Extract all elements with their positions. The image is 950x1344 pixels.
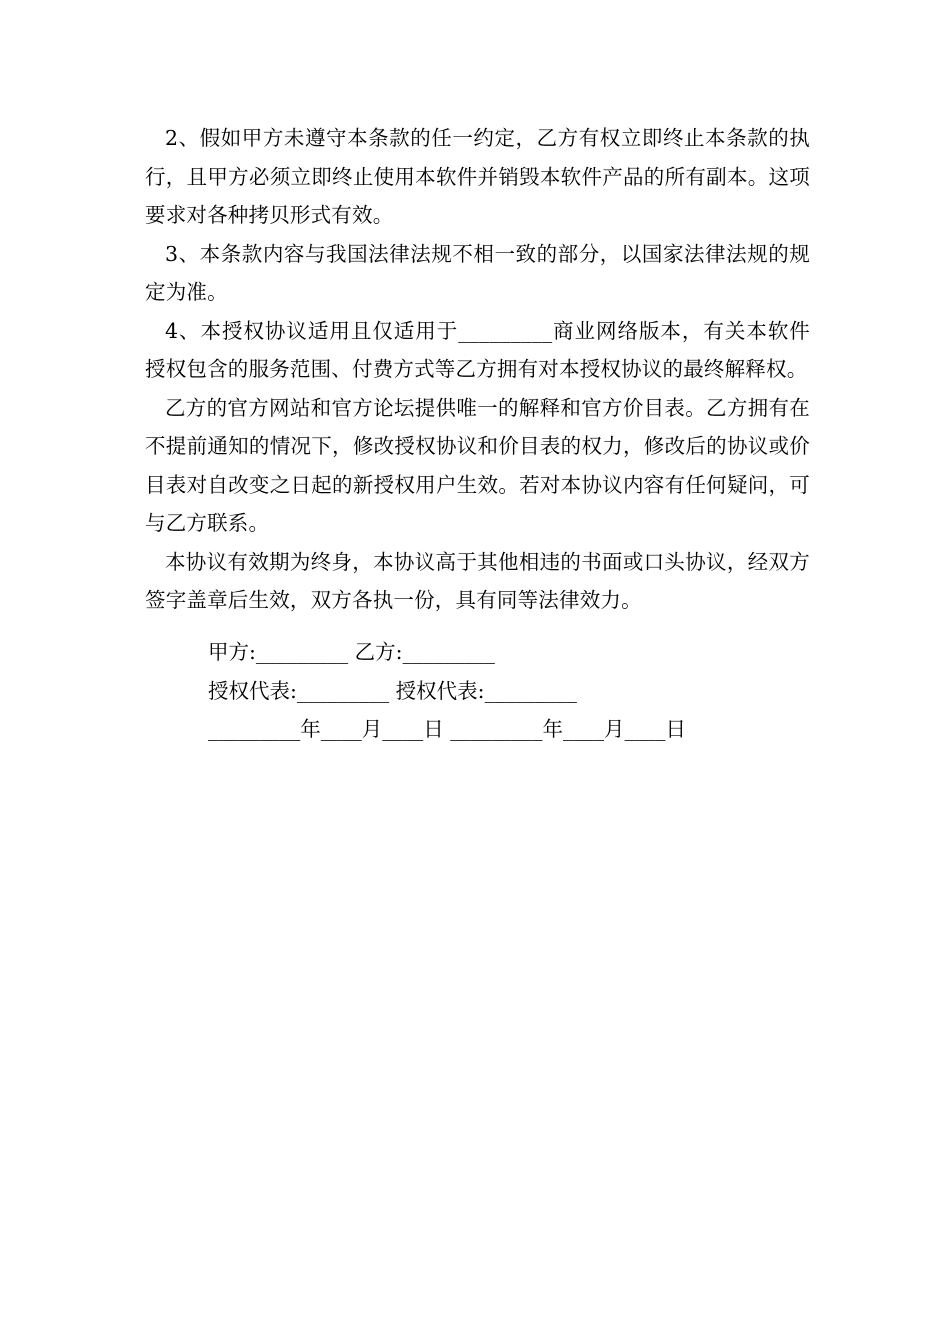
validity-paragraph: 本协议有效期为终身，本协议高于其他相违的书面或口头协议，经双方签字盖章后生效，双方各执一份，具有同等法律效力。 bbox=[145, 549, 810, 612]
parties-line: 甲方:_________ 乙方:_________ bbox=[208, 640, 495, 664]
clause-4-paragraph: 4、本授权协议适用且仅适用于_________商业网络版本，有关本软件授权包含的服务范围、付费方式等乙方拥有对本授权协议的最终解释权。 bbox=[145, 318, 810, 381]
signature-block bbox=[208, 633, 768, 749]
dates-line: _________年____月____日 _________年____月____日 bbox=[208, 717, 687, 741]
clause-3-paragraph: 3、本条款内容与我国法律法规不相一致的部分，以国家法律法规的规定为准。 bbox=[145, 241, 810, 304]
clause-2-paragraph: 2、假如甲方未遵守本条款的任一约定，乙方有权立即终止本条款的执行，且甲方必须立即终止使用本软件并销毁本软件产品的所有副本。这项要求对各种拷贝形式有效。 bbox=[145, 126, 810, 227]
official-interpretation-paragraph: 乙方的官方网站和官方论坛提供唯一的解释和官方价目表。乙方拥有在不提前通知的情况下，修改授权协议和价目表的权力，修改后的协议或价目表对自改变之日起的新授权用户生效。若对本协议内容有任何疑问，可与乙方联系。 bbox=[145, 395, 810, 535]
representatives-line: 授权代表:_________ 授权代表:_________ bbox=[208, 678, 577, 703]
agreement-body bbox=[145, 119, 810, 620]
